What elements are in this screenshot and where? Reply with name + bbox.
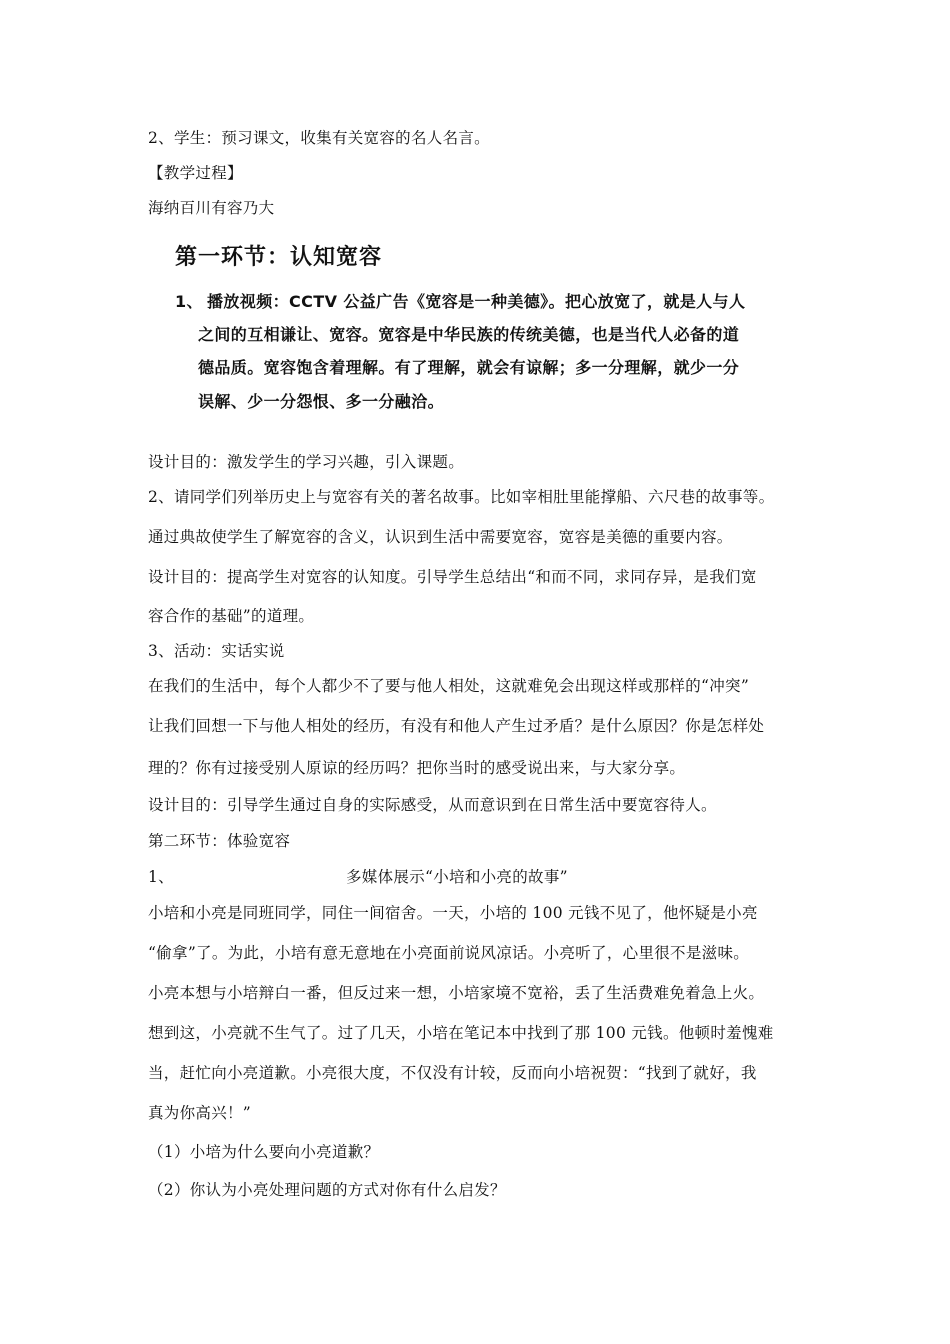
video-item-line-2: 之间的互相谦让、宽容。宽容是中华民族的传统美德，也是当代人必备的道 (198, 325, 740, 344)
activity-line-1: 在我们的生活中，每个人都少不了要与他人相处，这就难免会出现这样或那样的“冲突” (148, 677, 750, 695)
video-item-number: 1、 (175, 292, 203, 311)
motto-line: 海纳百川有容乃大 (148, 199, 275, 217)
video-item-line-1: 播放视频：CCTV 公益广告《宽容是一种美德》。把心放宽了，就是人与人 (207, 292, 746, 311)
story-line-4: 想到这，小亮就不生气了。过了几天，小培在笔记本中找到了那 100 元钱。他顿时羞愧难 (148, 1024, 774, 1042)
history-stories-line: 2、请同学们列举历史上与宽容有关的著名故事。比如宰相肚里能撑船、六尺巷的故事等。 (148, 488, 775, 506)
activity-line-2: 让我们回想一下与他人相处的经历，有没有和他人产生过矛盾？是什么原因？你是怎样处 (148, 717, 765, 735)
multimedia-item-number: 1、 (148, 868, 174, 886)
video-item-line-4: 误解、少一分怨恨、多一分融洽。 (198, 392, 445, 411)
section-two-heading: 第二环节：体验宽容 (148, 832, 291, 850)
story-line-3: 小亮本想与小培辩白一番，但反过来一想，小培家境不宽裕，丢了生活费难免着急上火。 (148, 984, 765, 1002)
design-purpose-2-line-2: 容合作的基础”的道理。 (148, 607, 315, 625)
design-purpose-2-line-1: 设计目的：提高学生对宽容的认知度。引导学生总结出“和而不同，求同存异，是我们宽 (148, 568, 757, 586)
teaching-process-title: 【教学过程】 (148, 164, 243, 182)
story-line-2: “偷拿”了。为此，小培有意无意地在小亮面前说风凉话。小亮听了，心里很不是滋味。 (148, 944, 750, 962)
design-purpose-3: 设计目的：引导学生通过自身的实际感受，从而意识到在日常生活中要宽容待人。 (148, 796, 717, 814)
stories-purpose-line: 通过典故使学生了解宽容的含义，认识到生活中需要宽容，宽容是美德的重要内容。 (148, 528, 733, 546)
question-1: （1）小培为什么要向小亮道歉？ (148, 1143, 380, 1161)
section-one-heading: 第一环节：认知宽容 (175, 245, 383, 270)
activity-line-3: 理的？你有过接受别人原谅的经历吗？把你当时的感受说出来，与大家分享。 (148, 759, 686, 777)
story-line-5: 当，赶忙向小亮道歉。小亮很大度，不仅没有计较，反而向小培祝贺：“找到了就好，我 (148, 1064, 757, 1082)
design-purpose-1: 设计目的：激发学生的学习兴趣，引入课题。 (148, 453, 465, 471)
question-2: （2）你认为小亮处理问题的方式对你有什么启发？ (148, 1181, 506, 1199)
video-item-line-3: 德品质。宽容饱含着理解。有了理解，就会有谅解；多一分理解，就少一分 (198, 358, 740, 377)
multimedia-item-title: 多媒体展示“小培和小亮的故事” (346, 868, 568, 886)
prep-student-line: 2、学生：预习课文，收集有关宽容的名人名言。 (148, 129, 490, 147)
story-line-1: 小培和小亮是同班同学，同住一间宿舍。一天，小培的 100 元钱不见了，他怀疑是小亮 (148, 904, 758, 922)
activity-title: 3、活动：实话实说 (148, 642, 285, 660)
story-line-6: 真为你高兴！” (148, 1104, 252, 1122)
